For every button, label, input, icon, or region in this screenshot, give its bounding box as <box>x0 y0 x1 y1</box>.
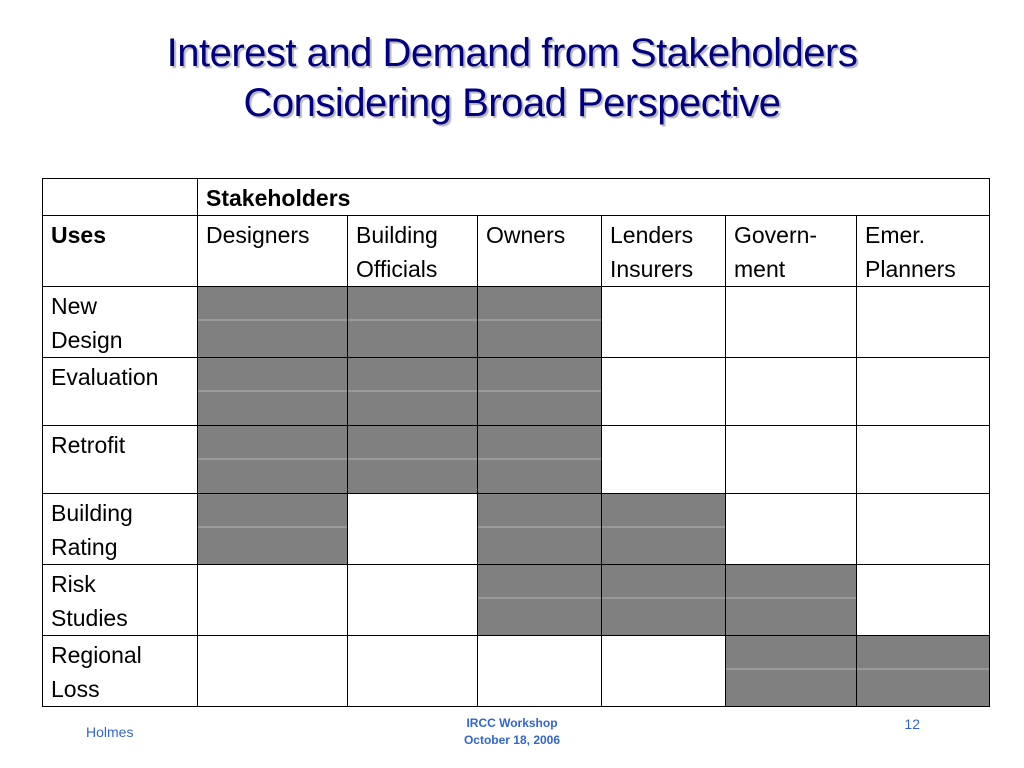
shaded-cell <box>602 565 726 636</box>
slide-title-line-2: Considering Broad Perspective <box>243 81 781 125</box>
footer-event-name: IRCC Workshop <box>466 716 558 730</box>
footer-event-date: October 18, 2006 <box>463 733 561 747</box>
shaded-cell <box>726 565 857 636</box>
empty-cell <box>348 636 478 707</box>
table-row <box>43 426 990 494</box>
table-column-header-row <box>43 216 990 287</box>
table-corner-cell <box>43 179 198 216</box>
empty-cell <box>857 287 990 358</box>
shaded-cell <box>478 494 602 565</box>
table-row <box>43 494 990 565</box>
column-header-owners: Owners <box>478 216 602 287</box>
shaded-cell <box>348 426 478 494</box>
shaded-cell <box>198 494 348 565</box>
table-body <box>43 287 990 707</box>
stakeholder-uses-table <box>42 178 990 707</box>
empty-cell <box>726 494 857 565</box>
row-label: Building Rating <box>43 494 198 565</box>
empty-cell <box>348 494 478 565</box>
stakeholders-header: Stakeholders <box>198 179 990 216</box>
uses-header: Uses <box>43 216 198 287</box>
shaded-cell <box>478 358 602 426</box>
empty-cell <box>857 494 990 565</box>
shaded-cell <box>478 565 602 636</box>
footer-event <box>412 715 612 749</box>
empty-cell <box>602 426 726 494</box>
footer-author: Holmes <box>86 724 134 740</box>
table-row <box>43 287 990 358</box>
empty-cell <box>726 287 857 358</box>
empty-cell <box>726 358 857 426</box>
empty-cell <box>726 426 857 494</box>
table-row <box>43 358 990 426</box>
empty-cell <box>198 565 348 636</box>
column-header-designers: Designers <box>198 216 348 287</box>
slide-title <box>0 28 1024 128</box>
shaded-cell <box>478 426 602 494</box>
shaded-cell <box>348 287 478 358</box>
row-label: Regional Loss <box>43 636 198 707</box>
row-label: New Design <box>43 287 198 358</box>
empty-cell <box>857 565 990 636</box>
row-label: Evaluation <box>43 358 198 426</box>
footer-page-number: 12 <box>904 716 920 732</box>
empty-cell <box>857 358 990 426</box>
shaded-cell <box>857 636 990 707</box>
empty-cell <box>198 636 348 707</box>
shaded-cell <box>478 287 602 358</box>
shaded-cell <box>602 494 726 565</box>
empty-cell <box>478 636 602 707</box>
empty-cell <box>602 636 726 707</box>
shaded-cell <box>198 287 348 358</box>
slide-title-line-1: Interest and Demand from Stakeholders <box>166 31 858 75</box>
column-header-government: Govern- ment <box>726 216 857 287</box>
column-header-building-officials: Building Officials <box>348 216 478 287</box>
table-row <box>43 565 990 636</box>
shaded-cell <box>726 636 857 707</box>
column-header-lenders-insurers: Lenders Insurers <box>602 216 726 287</box>
column-header-emer-planners: Emer. Planners <box>857 216 990 287</box>
empty-cell <box>348 565 478 636</box>
table-row <box>43 636 990 707</box>
row-label: Risk Studies <box>43 565 198 636</box>
row-label: Retrofit <box>43 426 198 494</box>
empty-cell <box>857 426 990 494</box>
shaded-cell <box>348 358 478 426</box>
empty-cell <box>602 358 726 426</box>
shaded-cell <box>198 426 348 494</box>
empty-cell <box>602 287 726 358</box>
shaded-cell <box>198 358 348 426</box>
table-group-header-row <box>43 179 990 216</box>
